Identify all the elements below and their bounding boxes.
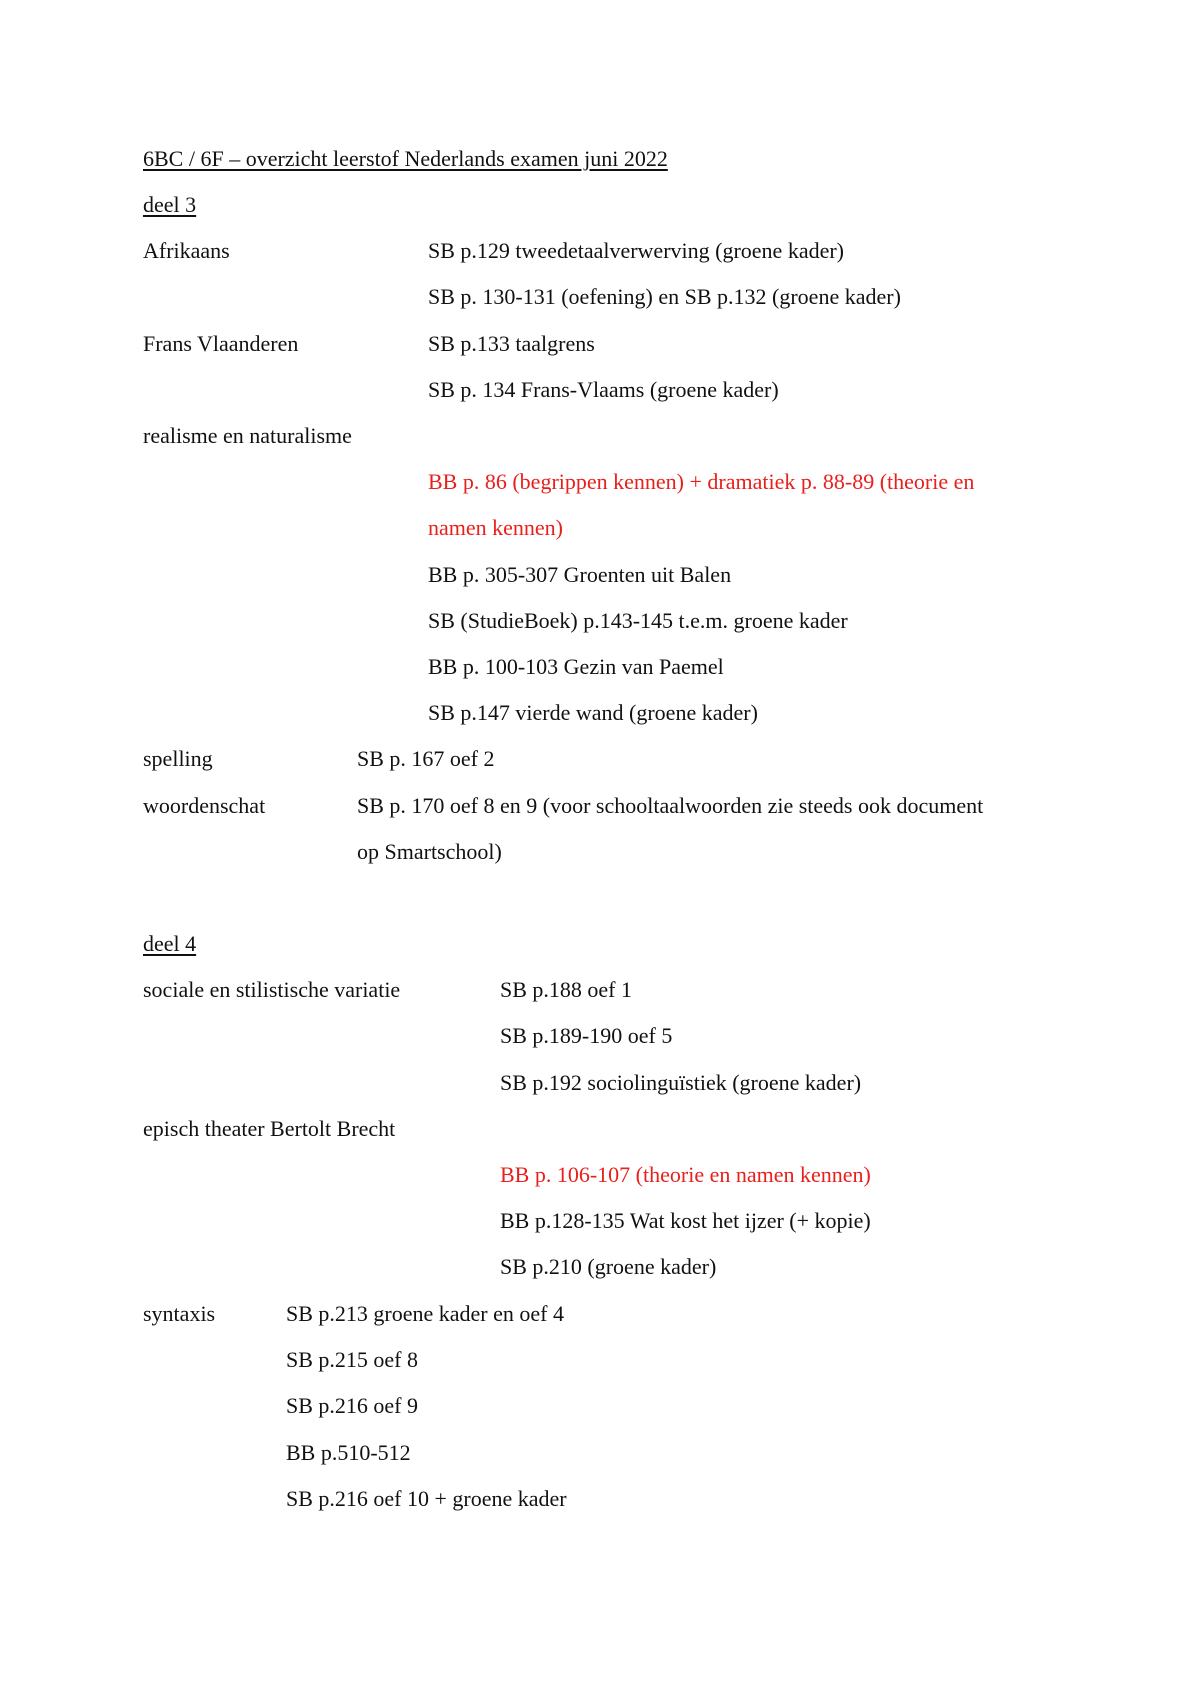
topic-label-brecht: episch theater Bertolt Brecht xyxy=(143,1116,396,1141)
list-item: SB p.210 (groene kader) xyxy=(500,1254,717,1279)
list-item: SB p.215 oef 8 xyxy=(286,1347,418,1372)
list-item: SB (StudieBoek) p.143-145 t.e.m. groene kader xyxy=(428,608,848,633)
document-title: 6BC / 6F – overzicht leerstof Nederlands examen juni 2022 xyxy=(143,146,668,171)
highlighted-item-line-2: namen kennen) xyxy=(428,515,563,540)
section-heading-deel-3: deel 3 xyxy=(143,192,197,217)
list-item: SB p. 134 Frans-Vlaams (groene kader) xyxy=(428,377,779,402)
highlighted-item-line-1: BB p. 86 (begrippen kennen) + dramatiek p. 88-89 (theorie en xyxy=(428,469,975,494)
topic-label-woordenschat: woordenschat xyxy=(143,793,266,818)
list-item: SB p.129 tweedetaalverwerving (groene kader) xyxy=(428,238,845,263)
list-item: BB p. 305-307 Groenten uit Balen xyxy=(428,562,732,587)
list-item: SB p.213 groene kader en oef 4 xyxy=(286,1301,564,1326)
list-item: SB p. 167 oef 2 xyxy=(357,746,495,771)
list-item: SB p.192 sociolinguïstiek (groene kader) xyxy=(500,1070,862,1095)
list-item: SB p. 130-131 (oefening) en SB p.132 (groene kader) xyxy=(428,284,901,309)
list-item: op Smartschool) xyxy=(357,839,502,864)
topic-label-realisme: realisme en naturalisme xyxy=(143,423,352,448)
list-item: SB p.189-190 oef 5 xyxy=(500,1023,673,1048)
list-item: SB p.188 oef 1 xyxy=(500,977,632,1002)
list-item: SB p. 170 oef 8 en 9 (voor schooltaalwoorden zie steeds ook document xyxy=(357,793,984,818)
list-item: BB p.128-135 Wat kost het ijzer (+ kopie) xyxy=(500,1208,871,1233)
topic-label-afrikaans: Afrikaans xyxy=(143,238,230,263)
topic-label-variatie: sociale en stilistische variatie xyxy=(143,977,401,1002)
list-item: SB p.216 oef 10 + groene kader xyxy=(286,1486,567,1511)
list-item: BB p. 100-103 Gezin van Paemel xyxy=(428,654,724,679)
list-item: SB p.133 taalgrens xyxy=(428,331,595,356)
topic-label-spelling: spelling xyxy=(143,746,213,771)
highlighted-item: BB p. 106-107 (theorie en namen kennen) xyxy=(500,1162,871,1187)
list-item: SB p.147 vierde wand (groene kader) xyxy=(428,700,758,725)
topic-label-syntaxis: syntaxis xyxy=(143,1301,216,1326)
section-heading-deel-4: deel 4 xyxy=(143,931,197,956)
list-item: SB p.216 oef 9 xyxy=(286,1393,418,1418)
list-item: BB p.510-512 xyxy=(286,1440,411,1465)
topic-label-frans-vlaanderen: Frans Vlaanderen xyxy=(143,331,299,356)
